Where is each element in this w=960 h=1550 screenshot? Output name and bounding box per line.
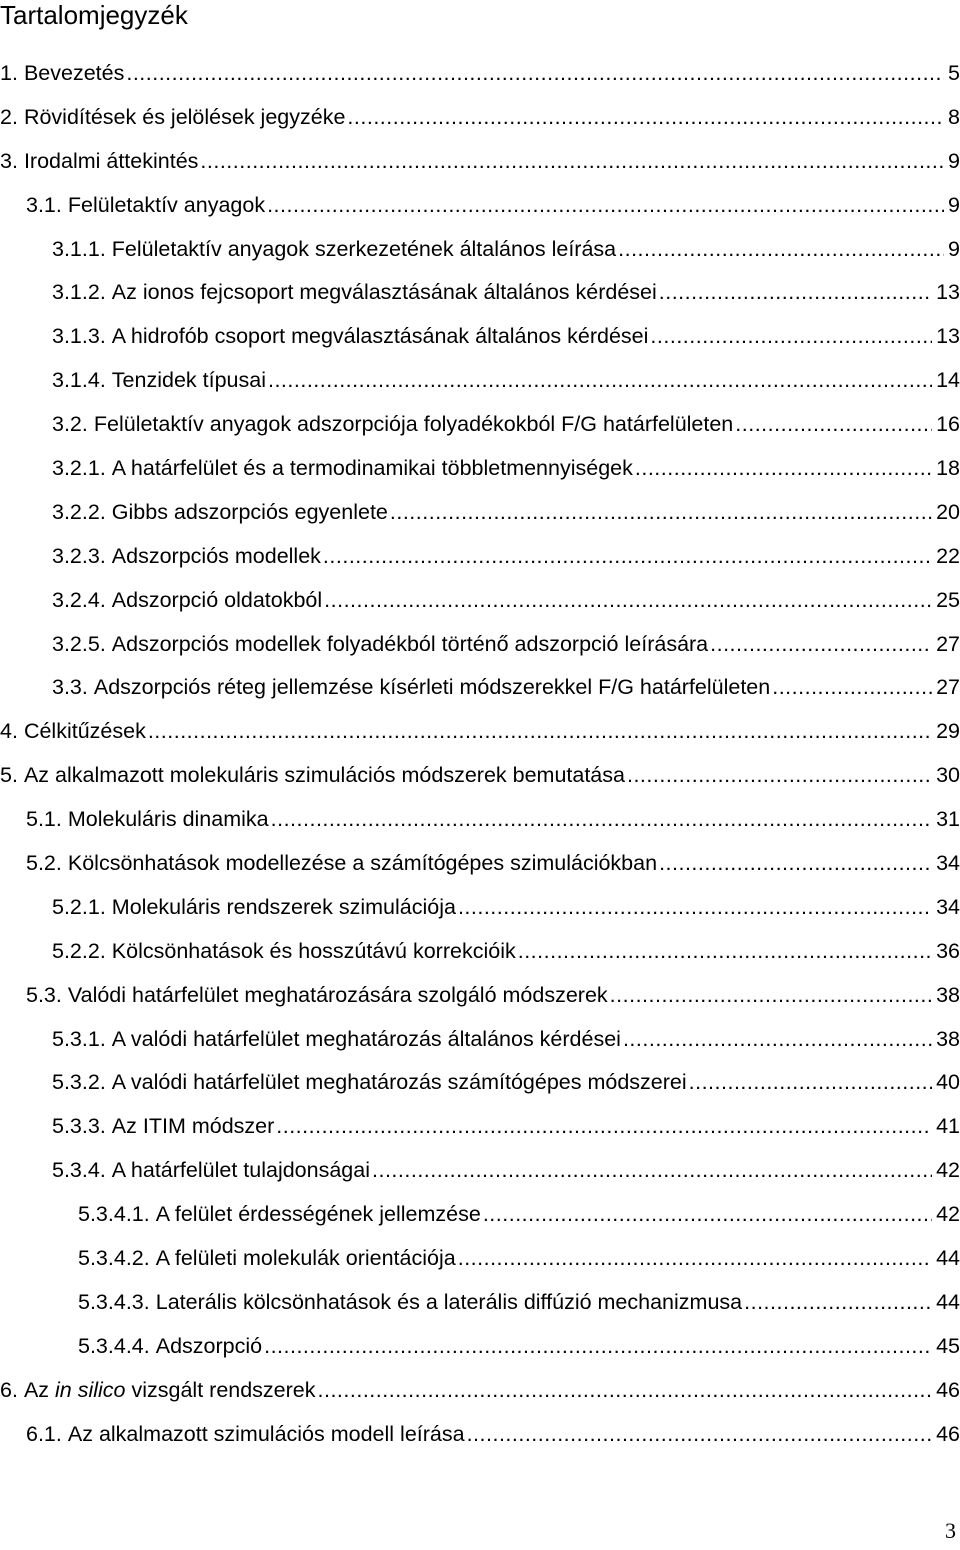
toc-title: Tartalomjegyzék	[0, 0, 188, 30]
toc-entry-title: Laterális kölcsönhatások és a laterális diffúzió mechanizmusa	[155, 1289, 743, 1314]
toc-entry-page: 9	[948, 148, 960, 173]
toc-entry-title: Tenzidek típusai	[111, 368, 266, 393]
toc-entry-title: Célkitűzések	[23, 719, 146, 744]
toc-entry-title: Az alkalmazott molekuláris szimulációs módszerek bemutatása	[23, 763, 625, 788]
toc-entry-page: 45	[936, 1333, 960, 1358]
toc-entry-page: 34	[936, 851, 960, 876]
toc-entry-title: Kölcsönhatások és hosszútávú korrekcióik	[111, 938, 516, 963]
toc-entry-number: 5.2.1.	[52, 894, 106, 919]
dot-leader	[390, 491, 932, 535]
toc-entry[interactable]	[0, 403, 960, 447]
toc-entry-page: 27	[936, 675, 960, 700]
toc-entry-page: 18	[936, 456, 960, 481]
toc-entry-number: 3.3.	[52, 675, 88, 700]
dot-leader	[276, 1105, 932, 1149]
toc-entry[interactable]	[0, 1149, 960, 1193]
dot-leader	[323, 535, 932, 579]
toc-entry-title: A határfelület tulajdonságai	[111, 1158, 370, 1183]
toc-entry[interactable]	[0, 52, 960, 96]
toc-entry-title: Felületaktív anyagok szerkezetének általános leírása	[111, 236, 617, 261]
dot-leader	[618, 228, 944, 272]
toc-entry-title: A valódi határfelület meghatározás számítógépes módszerei	[111, 1070, 687, 1095]
toc-entry-title: Az in silico vizsgált rendszerek	[23, 1377, 316, 1402]
toc-entry-page: 20	[936, 499, 960, 524]
toc-entry-title: Az ITIM módszer	[111, 1114, 275, 1139]
toc-entry-page: 9	[948, 236, 960, 261]
toc-entry-number: 3.2.2.	[52, 499, 106, 524]
toc-entry-page: 16	[936, 412, 960, 437]
dot-leader	[126, 52, 944, 96]
toc-entry-title: A felület érdességének jellemzése	[155, 1202, 481, 1227]
toc-entry[interactable]	[0, 666, 960, 710]
toc-entry-page: 46	[936, 1421, 960, 1446]
dot-leader	[744, 1281, 932, 1325]
toc-entry[interactable]	[0, 96, 960, 140]
toc-entry-page: 36	[936, 938, 960, 963]
dot-leader	[627, 754, 932, 798]
dot-leader	[467, 1413, 933, 1457]
table-of-contents	[0, 52, 960, 1457]
toc-entry[interactable]	[0, 623, 960, 667]
toc-entry-page: 42	[936, 1202, 960, 1227]
toc-entry[interactable]	[0, 184, 960, 228]
toc-entry-number: 4.	[0, 719, 18, 744]
toc-entry-title: Adszorpció oldatokból	[111, 587, 323, 612]
toc-entry[interactable]	[0, 1105, 960, 1149]
toc-entry[interactable]	[0, 710, 960, 754]
toc-entry[interactable]	[0, 535, 960, 579]
toc-entry[interactable]	[0, 974, 960, 1018]
toc-entry-number: 3.1.	[26, 192, 62, 217]
toc-entry-number: 3.2.3.	[52, 543, 106, 568]
toc-entry-page: 34	[936, 894, 960, 919]
toc-entry[interactable]	[0, 1061, 960, 1105]
toc-entry-page: 22	[936, 543, 960, 568]
dot-leader	[268, 359, 932, 403]
toc-entry-number: 5.1.	[26, 807, 62, 832]
dot-leader	[518, 930, 932, 974]
toc-entry-title: Molekuláris dinamika	[67, 807, 269, 832]
dot-leader	[483, 1193, 932, 1237]
toc-entry[interactable]	[0, 754, 960, 798]
toc-entry-title: Felületaktív anyagok adszorpciója folyadékokból F/G határfelületen	[93, 412, 734, 437]
toc-entry-title: Molekuláris rendszerek szimulációja	[111, 894, 456, 919]
toc-entry[interactable]	[0, 842, 960, 886]
toc-entry[interactable]	[0, 886, 960, 930]
dot-leader	[318, 1369, 933, 1413]
toc-entry-title: Adszorpció	[155, 1333, 263, 1358]
dot-leader	[271, 798, 932, 842]
dot-leader	[324, 579, 932, 623]
toc-entry[interactable]	[0, 798, 960, 842]
toc-entry-title: Adszorpciós modellek folyadékból történő adszorpció leírására	[111, 631, 709, 656]
toc-entry-page: 38	[936, 982, 960, 1007]
toc-entry-number: 6.1.	[26, 1421, 62, 1446]
toc-entry-page: 5	[948, 61, 960, 85]
toc-entry-page: 46	[936, 1377, 960, 1402]
toc-entry-number: 3.2.1.	[52, 456, 106, 481]
toc-entry-number: 5.3.4.	[52, 1158, 106, 1183]
toc-entry-title: Az alkalmazott szimulációs modell leírása	[67, 1421, 465, 1446]
toc-entry-number: 5.3.4.4.	[78, 1333, 150, 1358]
toc-entry-page: 9	[948, 192, 960, 217]
toc-entry[interactable]	[0, 930, 960, 974]
toc-entry-title: A felületi molekulák orientációja	[155, 1246, 456, 1271]
toc-entry[interactable]	[0, 1193, 960, 1237]
toc-entry[interactable]	[0, 1369, 960, 1413]
toc-entry-number: 5.2.	[26, 851, 62, 876]
dot-leader	[623, 1018, 932, 1062]
toc-entry-number: 5.2.2.	[52, 938, 106, 963]
toc-entry-number: 1.	[0, 61, 18, 85]
toc-entry[interactable]	[0, 1237, 960, 1281]
toc-entry[interactable]	[0, 579, 960, 623]
toc-entry-page: 8	[948, 104, 960, 129]
toc-entry-number: 5.3.4.2.	[78, 1246, 150, 1271]
dot-leader	[735, 403, 932, 447]
toc-entry[interactable]	[0, 447, 960, 491]
toc-entry-number: 3.1.4.	[52, 368, 106, 393]
toc-entry-number: 5.	[0, 763, 18, 788]
dot-leader	[347, 96, 944, 140]
toc-entry[interactable]	[0, 1325, 960, 1369]
toc-entry[interactable]	[0, 359, 960, 403]
dot-leader	[659, 271, 932, 315]
toc-entry-page: 30	[936, 763, 960, 788]
toc-entry-title: Bevezetés	[23, 61, 125, 85]
toc-entry-title: A valódi határfelület meghatározás általános kérdései	[111, 1026, 621, 1051]
toc-entry-number: 5.3.2.	[52, 1070, 106, 1095]
toc-entry[interactable]	[0, 228, 960, 272]
dot-leader	[458, 886, 932, 930]
toc-entry-number: 3.1.3.	[52, 324, 106, 349]
toc-entry[interactable]	[0, 1413, 960, 1457]
toc-entry-page: 38	[936, 1026, 960, 1051]
toc-entry-number: 5.3.1.	[52, 1026, 106, 1051]
toc-entry-title: Adszorpciós modellek	[111, 543, 321, 568]
toc-entry-page: 41	[936, 1114, 960, 1139]
toc-entry[interactable]	[0, 1281, 960, 1325]
toc-entry-title: Felületaktív anyagok	[67, 192, 266, 217]
dot-leader	[772, 666, 932, 710]
toc-entry-page: 27	[936, 631, 960, 656]
toc-entry-number: 5.3.4.1.	[78, 1202, 150, 1227]
toc-entry-number: 3.2.	[52, 412, 88, 437]
toc-entry-page: 44	[936, 1246, 960, 1271]
toc-entry-title: Valódi határfelület meghatározására szolgáló módszerek	[67, 982, 608, 1007]
toc-entry-page: 44	[936, 1289, 960, 1314]
dot-leader	[148, 710, 932, 754]
toc-entry-title: Kölcsönhatások modellezése a számítógépes szimulációkban	[67, 851, 658, 876]
toc-entry-title: Irodalmi áttekintés	[23, 148, 199, 173]
toc-entry-title: A határfelület és a termodinamikai többletmennyiségek	[111, 456, 633, 481]
dot-leader	[610, 974, 932, 1018]
page-number: 3	[945, 1518, 956, 1543]
toc-entry-title: Gibbs adszorpciós egyenlete	[111, 499, 388, 524]
toc-entry-page: 42	[936, 1158, 960, 1183]
toc-entry-title: Az ionos fejcsoport megválasztásának általános kérdései	[111, 280, 657, 305]
toc-entry-title: A hidrofób csoport megválasztásának általános kérdései	[111, 324, 649, 349]
toc-entry[interactable]	[0, 1018, 960, 1062]
toc-entry-title: Adszorpciós réteg jellemzése kísérleti módszerekkel F/G határfelületen	[93, 675, 771, 700]
toc-entry-number: 3.1.1.	[52, 236, 106, 261]
dot-leader	[710, 623, 932, 667]
dot-leader	[659, 842, 932, 886]
toc-entry-number: 3.2.5.	[52, 631, 106, 656]
dot-leader	[264, 1325, 932, 1369]
toc-entry-number: 5.3.4.3.	[78, 1289, 150, 1314]
toc-entry[interactable]	[0, 315, 960, 359]
toc-entry-number: 5.3.3.	[52, 1114, 106, 1139]
toc-entry[interactable]	[0, 491, 960, 535]
toc-entry-page: 40	[936, 1070, 960, 1095]
toc-entry-page: 13	[936, 280, 960, 305]
toc-entry-page: 31	[936, 807, 960, 832]
toc-entry[interactable]	[0, 140, 960, 184]
toc-entry-page: 13	[936, 324, 960, 349]
dot-leader	[635, 447, 932, 491]
dot-leader	[458, 1237, 932, 1281]
toc-entry-number: 3.2.4.	[52, 587, 106, 612]
toc-entry-page: 29	[936, 719, 960, 744]
toc-entry-page: 25	[936, 587, 960, 612]
dot-leader	[689, 1061, 932, 1105]
toc-entry[interactable]	[0, 271, 960, 315]
toc-entry-number: 3.	[0, 148, 18, 173]
toc-entry-number: 6.	[0, 1377, 18, 1402]
dot-leader	[200, 140, 944, 184]
toc-entry-page: 14	[936, 368, 960, 393]
toc-entry-number: 2.	[0, 104, 18, 129]
dot-leader	[650, 315, 932, 359]
toc-entry-title: Rövidítések és jelölések jegyzéke	[23, 104, 346, 129]
dot-leader	[267, 184, 944, 228]
toc-entry-number: 3.1.2.	[52, 280, 106, 305]
dot-leader	[372, 1149, 932, 1193]
toc-entry-number: 5.3.	[26, 982, 62, 1007]
